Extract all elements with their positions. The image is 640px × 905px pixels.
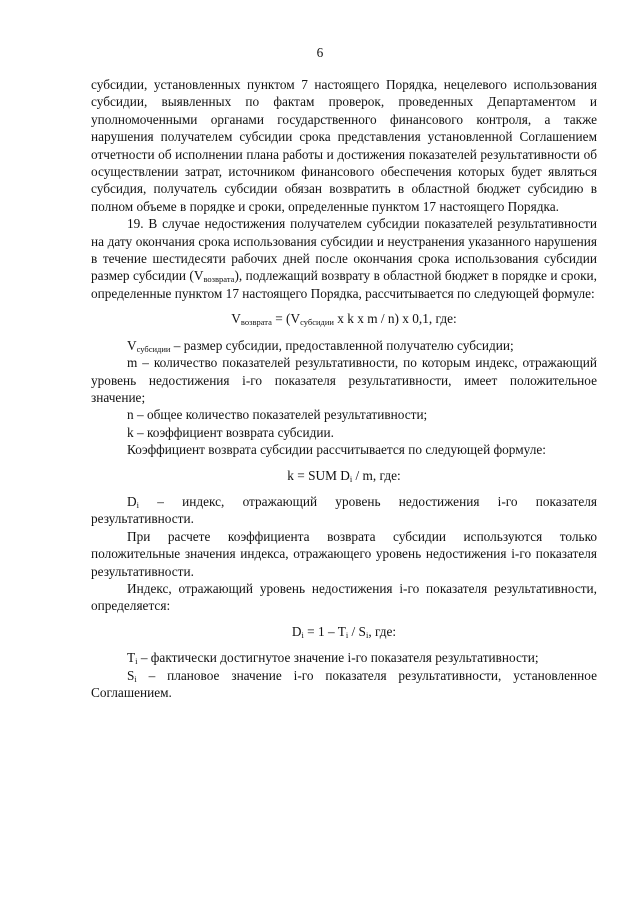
index-intro: Индекс, отражающий уровень недостижения i-го показателя результативности, определяется: bbox=[91, 580, 597, 614]
paragraph-refund-violations: субсидии, установленных пунктом 7 настоящего Порядка, нецелевого использования субсидии, выявленных по фактам проверок, проведенных Департаментом и уполномоченными органами государственного финансового контроля, а также нарушения получателем субсидии срока представления установленной Соглашением отчетности об исполнении плана работы и достижения показателей результативности об осуществлении затрат, источником финансового обеспечения которых будет являться субсидия, получатель субсидии обязан возвратить в областной бюджет субсидию в полном объеме в порядке и сроки, определенные пунктом 17 настоящего Порядка. bbox=[91, 77, 597, 214]
definition-n: n – общее количество показателей результативности; bbox=[127, 407, 428, 423]
formula-refund-amount: $V_{возврата} = (V_{субсидии}$ x k x m / n) x 0,1, где: bbox=[231, 311, 457, 328]
definition-t: $T_i$ – фактически достигнутое значение i-го показателя результативности; bbox=[127, 650, 539, 667]
paragraph-19: 19. В случае недостижения получателем субсидии показателей результативности на дату окончания срока использования субсидии и неустранения указанного нарушения в течение шестидесяти рабочих дней после окончания срока использования субсидии размер субсидии $(V_{возврата})$, подлежащий возврату в областной бюджет в порядке и сроки, определенные пунктом 17 настоящего Порядка, рассчитывается по следующей формуле: bbox=[91, 216, 597, 301]
definition-v: $V_{субсидии}$ – размер субсидии, предоставленной получателю субсидии; bbox=[127, 337, 514, 354]
definition-m: m – количество показателей результативности, по которым индекс, отражающий уровень недостижения i-го показателя результативности, имеет положительное значение; bbox=[91, 355, 597, 405]
definition-s: $S_i$ – плановое значение i-го показателя результативности, установленное Соглашением. bbox=[91, 667, 597, 700]
document-body bbox=[91, 76, 597, 701]
formula-coefficient: k = SUM $D_i$ / m, где: bbox=[287, 467, 401, 484]
calculation-note: При расчете коэффициента возврата субсидии используются только положительные значения индекса, отражающего уровень недостижения i-го показателя результативности. bbox=[91, 528, 597, 579]
definition-k: k – коэффициент возврата субсидии. bbox=[127, 424, 334, 440]
coefficient-intro: Коэффициент возврата субсидии рассчитывается по следующей формуле: bbox=[127, 442, 546, 458]
definition-d: $D_i$ – индекс, отражающий уровень недостижения i-го показателя результативности. bbox=[91, 493, 597, 527]
formula-index: $D_i = 1 - T_i / S_i$, где: bbox=[291, 623, 397, 640]
page-number: 6 bbox=[316, 45, 324, 60]
